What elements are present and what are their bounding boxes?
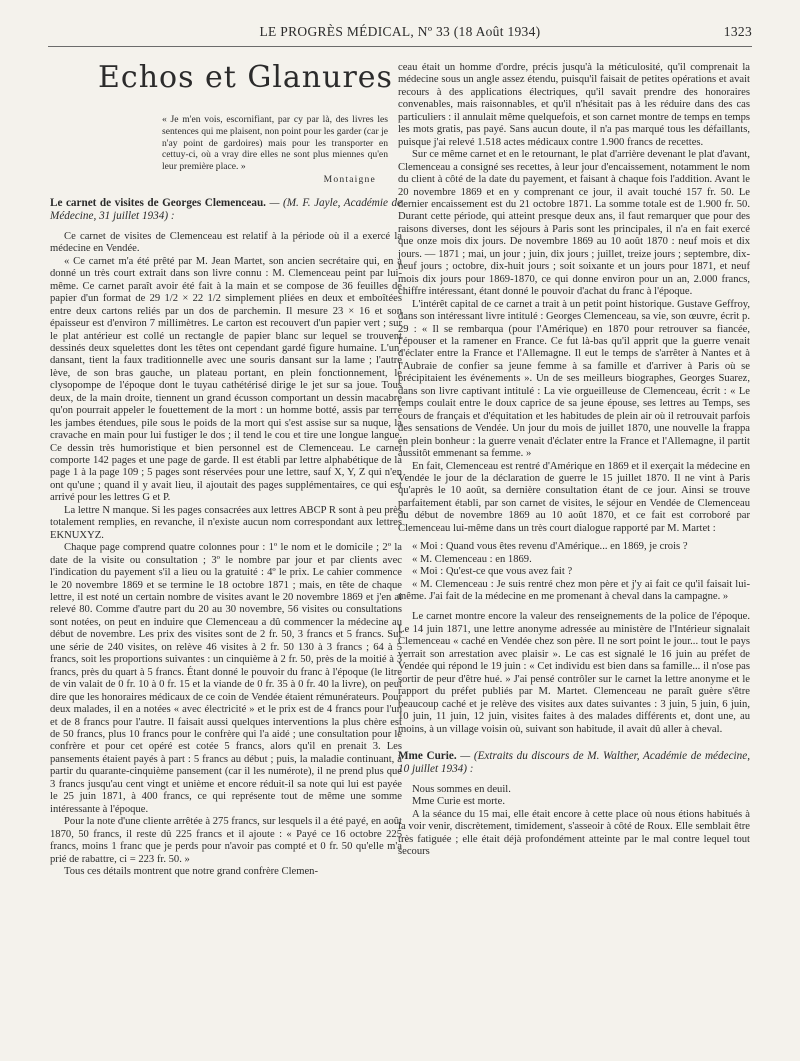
article-paragraph: En fait, Clemenceau est rentré d'Amérique en 1869 et il exerçait la médecine en Vendée le jour de la déclaration de guerre le 15 juillet 1870. Il ne vint à Paris qu'après le 10 août, sa dernière consultation étant de ce jour. Ainsi se trouve parfaitement établi, par son carnet de visites, le séjour en Vendée de Clemenceau du début de novembre 1869 au 10 août 1870, et ce fait est corroboré par Clemenceau lui-même dans un très court dialogue rapporté par M. Martet : [398, 460, 750, 534]
article-paragraph: Le carnet montre encore la valeur des renseignements de la police de l'époque. Le 14 juin 1871, une lettre anonyme adressée au ministère de l'Intérieur signalait Clemenceau « caché en Vendée chez son père. Il ne sort point le jour... tout le pays verrait son arrestation avec plaisir ». Le cas est signalé le 16 juin au préfet de Vendée qui répond le 19 juin : « Cet individu est bien dans sa famille... il n'ose pas sortir de peur d'être hué. » J'ai pensé contrôler sur le carnet la lettre anonyme et le rapport du préfet publiés par M. Martet. Clemenceau ne paraît guère s'être beaucoup caché et je relève des visites aux dates suivantes : 3 juin, 5 juin, 6 juin, 10 juin, 11 juin, 12 juin, visites faites à des malades différents et, dont une, au moins, à un village voisin où, suivant son habitude, il avait dû aller à cheval. [398, 611, 750, 735]
header-rule [48, 46, 752, 47]
article-paragraph: L'intérêt capital de ce carnet a trait à un petit point historique. Gustave Geffroy, dans son intéressant livre intitulé : Georges Clemenceau, sa vie, son œuvre, écrit p. 29 : « Il se rembarqua (pour l'Amérique) en 1870 pour retrouver sa fiancée, l'épouser et la ramener en France. Ce fut là-bas qu'il apprit que la guerre venait d'éclater entre la France et l'Allemagne. Il eut le temps de s'arrêter à Nantes et à l'Aubraie de confier sa jeune femme à sa famille et d'arriver à Paris où se précipitaient les événements ». Un de ses meilleurs biographes, Georges Suarez, dans son livre captivant intitulé : La vie orgueilleuse de Clemenceau, écrit : « Le temps coulait entre le doux caprice de sa jeune épouse, ses lettres au Temps, ses cours de français et d'équitation et les habitudes de plein air où il retrouvait parfois des sensations de Vendée. Un jour du mois de juillet 1870, une nouvelle la frappa en plein bonheur : la guerre venait d'éclater entre la France et l'Allemagne, il partit aussitôt emmenant sa femme. » [398, 298, 750, 460]
section-title: Echos et Glanures [98, 60, 393, 95]
epigraph-author: Montaigne [323, 174, 376, 186]
article-paragraph: Chaque page comprend quatre colonnes pour : 1º le nom et le domicile ; 2º la date de la visite ou consultation ; 3º le nombre par jour et par clients avec l'indication du payement s'il a lieu ou la gratuité : 4º le prix. Le cahier commence le 20 novembre 1869 et se termine le 18 octobre 1871 ; mais, en tête de chaque lettre, il est noté un certain nombre de visites avant le 20 novembre 1869 et j'en ai relevé 80. Comme d'autre part du 20 au 30 novembre, 56 visites ou consultations sont notées, on peut en induire que Clemenceau a dû commencer la médecine au début de novembre. Les prix des visites sont de 2 fr. 50, 3 francs et 5 francs. Sur une série de 240 visites, on relève 46 visites à 2 fr. 50 130 à 3 francs ; 64 à 5 francs, soit les proportions suivantes : un cinquième à 2 fr. 50, près de la moitié à 3 francs, près du quart à 5 francs. Étant donné le pouvoir du franc à l'époque (le litre de vin valait de 0 fr. 10 à 0 fr. 15 et la viande de 0 fr. 35 à 0 fr. 40 la livre), on peut dire que les honoraires médicaux de ce coin de Vendée étaient rémunérateurs. Pour deux malades, il en a notées « avec électricité » et le prix est de 4 francs pour l'un et de 8 francs pour l'autre. Il faisait aussi quelques interventions la plus chère est de 50 francs, plus 10 francs pour le confrère qui l'a aidé ; une consultation pour le confrère et pour cet opéré est cotée 5 francs, alors qu'il en prenait 3. Les pansements étaient payés à part : 5 francs au début ; puis, la maladie continuant, à partir du quarante-cinquième pansement (car il les numérote), il ne prend plus que 3 francs jusqu'au cent vingt et unième et encore réduit-il sa note qui lui est payée le 25 juin 1871, à 400 francs, ce qui représente tout de même une somme intéressante à l'époque. [50, 542, 402, 815]
dialogue-line: « M. Clemenceau : en 1869. [412, 553, 532, 565]
dialogue-line: « Moi : Quand vous êtes revenu d'Amérique... en 1869, je crois ? [412, 541, 688, 553]
obituary-heading [398, 750, 750, 776]
article-heading [50, 197, 402, 223]
obituary-paragraph: Mme Curie est morte. [412, 796, 505, 808]
right-column [398, 62, 750, 859]
running-header [48, 24, 752, 44]
journal-header-title: LE PROGRÈS MÉDICAL, Nº 33 (18 Août 1934) [259, 24, 541, 39]
article-paragraph: La lettre N manque. Si les pages consacrées aux lettres ABCP R sont à peu près totalement remplies, en revanche, il n'existe aucun nom correspondant aux lettres EKNUXYZ. [50, 504, 402, 541]
article-paragraph: Pour la note d'une cliente arrêtée à 275 francs, sur lesquels il a été payé, en août 1870, 50 francs, il reste dû 225 francs et il ajoute : « Payé ce 16 octobre 225 francs, moins 1 franc que je perds pour n'avoir pas compté et 0 fr. 50 qu'elle m'a prié de rabattre, ci = 223 fr. 50. » [50, 816, 402, 865]
article-paragraph: Ce carnet de visites de Clemenceau est relatif à la période où il a exercé la médecine en Vendée. [50, 230, 402, 255]
article-title: Le carnet de visites de Georges Clemenceau. [50, 196, 266, 209]
dialogue-line: « M. Clemenceau : Je suis rentré chez mon père et j'y ai fait ce qu'il faisait lui-même. J'ai fait de la médecine en me promenant à cheval dans la campagne. » [398, 578, 750, 603]
obituary-paragraph: A la séance du 15 mai, elle était encore à cette place où nous étions habitués à la voir venir, discrètement, timidement, s'asseoir à côté de Roux. Elle semblait être très fatiguée ; elle était déjà profondément atteinte par le mal contre lequel tout secours [398, 808, 750, 858]
obituary-source: — (Extraits du discours de M. Walther, Académie de médecine, 10 juillet 1934) : [398, 750, 751, 776]
dialogue-line: « Moi : Qu'est-ce que vous avez fait ? [412, 566, 573, 578]
article-paragraph: Sur ce même carnet et en le retournant, le plat d'arrière devenant le plat d'avant, Clemenceau a consigné ses recettes, à leur jour d'encaissement, notamment le nom du client à côté de la date du payement, et faisant à chaque fois l'addition. Avant le 20 novembre 1869 et en y comprenant ce jour, il avait touché 157 fr. 50. Le dernier encaissement est du 21 octobre 1871. La somme totale est de 1.900 fr. 50. Durant cette période, qui atteint presque deux ans, il faut remarquer que pour des raisons diverses, dont les séjours à Paris sont les principales, il n'a en fait exercé que onze mois dix jours. De novembre 1869 au 10 août 1870 : neuf mois et dix jours. — 1871 ; mai, un jour ; juin, dix jours ; juillet, treize jours ; septembre, dix-neuf jours ; octobre, dix-huit jours ; soit soixante et un jours pour 1871, et neuf mois dix jours pour 1869-1870, ce qui donne environ pour un an, 2.000 francs, chiffre intéressant, étant donné le pouvoir d'achat du franc à l'époque. [398, 149, 750, 298]
article-paragraph: ceau était un homme d'ordre, précis jusqu'à la méticulosité, qu'il comprenait la médecine sous un angle assez étendu, puisqu'il faisait de petites opérations et avait recours à des applications électriques, qu'il savait prendre des honoraires convenables, mais raisonnables, et qu'il n'hésitait pas à les réduire dans des cas particuliers : il annulait même quelquefois, et son carnet montre de temps en temps les mots gratis, pas payé. Sans aucun doute, il n'a pas marqué tous les défaillants, puisque j'ai relevé 1.518 actes médicaux contre 1.900 francs de recettes. [398, 62, 750, 148]
left-column [50, 58, 402, 878]
obituary-paragraph: Nous sommes en deuil. [412, 784, 511, 796]
article-paragraph: « Ce carnet m'a été prêté par M. Jean Martet, son ancien secrétaire qui, en a donné un très court extrait dans son livre connu : M. Clemenceau peint par lui-même. Ce carnet paraît avoir été fait à la main et se compose de 36 feuilles de papier d'un format de 29 1/2 × 22 1/2 simplement pliées en deux et emboîtées entre deux cartons reliés par un dos de parchemin. Il mesure 23 × 16 et son épaisseur est d'environ 7 millimètres. Le carton est recouvert d'un papier vert ; sur le plat antérieur est collé un rectangle de papier blanc sur lequel se trouvent dessinés deux squelettes dont les têtes ont cependant gardé figure humaine. L'un, dansant, tient la faux traditionnelle avec une souris dansant sur la lame ; l'autre lève, de son bras gauche, un plateau portant, en plein fonctionnement, le clysopompe de l'époque dont le tuyau cathétérisé dirige le jet sur sa joue. Tous deux, de la main droite, tiennent un grand écusson comportant un dessin macabre qu'on pourrait appeler le fouettement de la mort : un homme botté, assis par terre les jambes étendues, pile sous le poids de la mort qui s'est assise sur sa nuque, la cravache en main pour lui fustiger le dos ; il tend le cou et tire une longue langue. Ce dessin très humoristique et bien personnel est de Clemenceau. Le carnet comporte 142 pages et une page de garde. Il est établi par lettre alphabétique de la page 1 à la page 109 ; 5 pages sont réservées pour une lettre, sauf X, Y, Z qui n'en ont qu'une ; quand il y avait lieu, il ajoutait des pages supplémentaires, ce qui est arrivé pour les lettres G et P. [50, 255, 402, 504]
page-number: 1323 [723, 24, 752, 39]
epigraph-text: « Je m'en vois, escornifiant, par cy par là, des livres les sentences qui me plaisent, non point pour les garder (car je n'ay point de gardoires) mais pour les transporter en cettuy-ci, où a vray dire elles ne sont plus miennes qu'en leur première place. » [162, 114, 388, 172]
article-paragraph: Tous ces détails montrent que notre grand confrère Clemen- [64, 865, 319, 877]
article-source: — (M. F. Jayle, Académie de Médecine, 31 juillet 1934) : [50, 196, 402, 222]
obituary-title: Mme Curie. [398, 750, 457, 763]
